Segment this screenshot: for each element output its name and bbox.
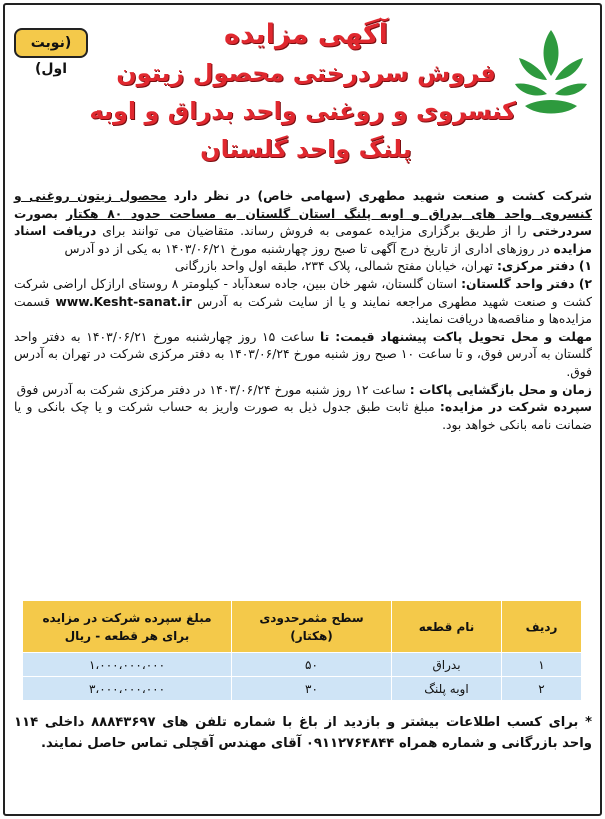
cell-row-number: ۱ bbox=[502, 653, 582, 677]
logo-leaf-right-2 bbox=[555, 83, 587, 95]
intro-date: در روزهای اداری از تاریخ درج آگهی تا صبح روز چهارشنبه مورخ ۱۴۰۳/۰۶/۲۱ به یکی از دو آدرس bbox=[64, 241, 550, 256]
deadline-paragraph bbox=[14, 329, 592, 382]
title-line-1: آگهی مزایده bbox=[224, 19, 388, 50]
intro-method: بصورت سردرختی bbox=[14, 206, 592, 239]
logo-base bbox=[525, 100, 577, 114]
header-row-number: ردیف bbox=[502, 601, 582, 653]
address-1-label: ۱) دفتر مرکزی: bbox=[497, 259, 592, 274]
opening-label: زمان و محل بازگشایی پاکات : bbox=[409, 382, 592, 397]
opening-text: ساعت ۱۲ روز شنبه مورخ ۱۴۰۳/۰۶/۲۴ در دفتر مرکزی شرکت به آدرس فوق bbox=[16, 382, 406, 397]
address-2-label: ۲) دفتر واحد گلستان: bbox=[461, 276, 592, 291]
table-header-row bbox=[23, 601, 582, 653]
title-line-4: پلنگ واحد گلستان bbox=[200, 135, 412, 163]
table-row bbox=[23, 677, 582, 701]
logo-leaf-left-1 bbox=[519, 58, 547, 80]
logo-leaf-left-2 bbox=[515, 83, 547, 95]
cell-deposit: ۳،۰۰۰،۰۰۰،۰۰۰ bbox=[23, 677, 232, 701]
deadline-label: مهلت و محل تحویل پاکت پیشنهاد قیمت: تا bbox=[320, 329, 593, 344]
logo-leaf-top bbox=[544, 30, 559, 76]
title-line-2: فروش سردرختی محصول زیتون bbox=[116, 59, 496, 87]
logo-leaf-right-1 bbox=[555, 58, 583, 80]
header-deposit-amount: مبلغ سپرده شرکت در مزایده برای هر قطعه - ریال bbox=[23, 601, 232, 653]
opening-paragraph bbox=[14, 382, 592, 400]
deposit-label: سپرده شرکت در مزایده: bbox=[439, 400, 592, 415]
address-2 bbox=[14, 276, 592, 329]
deposit-text: مبلغ ثابت طبق جدول ذیل به صورت واریز به حساب شرکت و یا چک بانکی و یا ضمانت نامه بانکی خواهد بود. bbox=[14, 400, 592, 432]
intro-product: محصول زیتون روغنی و کنسروی واحد های بدراق و اوبه پلنگ استان گلستان به مساحت حدود ۸۰ هکتار bbox=[14, 189, 592, 221]
notice-header bbox=[6, 6, 593, 186]
deadline-text: ساعت ۱۵ روز چهارشنبه مورخ ۱۴۰۳/۰۶/۲۱ به دفتر واحد گلستان به آدرس فوق، و تا ساعت ۱۰ صبح روز شنبه مورخ ۱۴۰۳/۰۶/۲۴ به دفتر مرکزی شرکت در تهران به آدرس فوق. bbox=[14, 329, 592, 379]
deposit-paragraph bbox=[14, 399, 592, 434]
header-area: سطح مثمرحدودی (هکتار) bbox=[232, 601, 392, 653]
intro-paragraph bbox=[14, 188, 592, 258]
cell-plot-name: اوبه پلنگ bbox=[392, 677, 502, 701]
cell-area: ۵۰ bbox=[232, 653, 392, 677]
address-2-text: استان گلستان، شهر خان ببین، جاده سعدآباد - کیلومتر ۸ روستای ارازکل اراضی شرکت کشت و صنعت شهید مطهری مراجعه نمایند و یا از سایت شرکت به آدرس bbox=[14, 276, 592, 309]
cell-area: ۳۰ bbox=[232, 677, 392, 701]
intro-company: شرکت کشت و صنعت شهید مطهری (سهامی خاص) در نظر دارد bbox=[173, 189, 592, 203]
address-2-tail: قسمت مزایده‌ها و مناقصه‌ها دریافت نمایند. bbox=[14, 294, 592, 327]
table-row bbox=[23, 653, 582, 677]
contact-footer: * برای کسب اطلاعات بیشتر و بازدید از باغ با شماره تلفن های ۸۸۸۴۳۶۹۷ داخلی ۱۱۴ واحد بازرگانی و شماره همراه ۰۹۱۱۲۷۶۴۸۴۴ آقای مهندس آقچلی تماس حاصل نمایند. bbox=[14, 715, 592, 751]
intro-docs: دریافت اسناد مزایده bbox=[14, 224, 592, 256]
notice-body bbox=[14, 188, 592, 434]
address-1-text: تهران، خیابان مفتح شمالی، پلاک ۲۳۴، طبقه اول واحد بازرگانی bbox=[174, 259, 494, 274]
round-badge: (نوبت اول) bbox=[14, 28, 88, 58]
title-block bbox=[89, 16, 516, 168]
address-1 bbox=[14, 258, 592, 276]
company-logo-icon bbox=[511, 24, 591, 134]
website-link[interactable]: www.Kesht-sanat.ir bbox=[55, 294, 192, 309]
cell-row-number: ۲ bbox=[502, 677, 582, 701]
cell-plot-name: بدراق bbox=[392, 653, 502, 677]
header-plot-name: نام قطعه bbox=[392, 601, 502, 653]
title-line-3: کنسروی و روغنی واحد بدراق و اوبه bbox=[89, 97, 516, 125]
deposit-table bbox=[22, 600, 582, 701]
cell-deposit: ۱،۰۰۰،۰۰۰،۰۰۰ bbox=[23, 653, 232, 677]
intro-text: را از طریق برگزاری مزایده عمومی به فروش رساند. متقاضیان می توانند برای bbox=[102, 224, 527, 239]
